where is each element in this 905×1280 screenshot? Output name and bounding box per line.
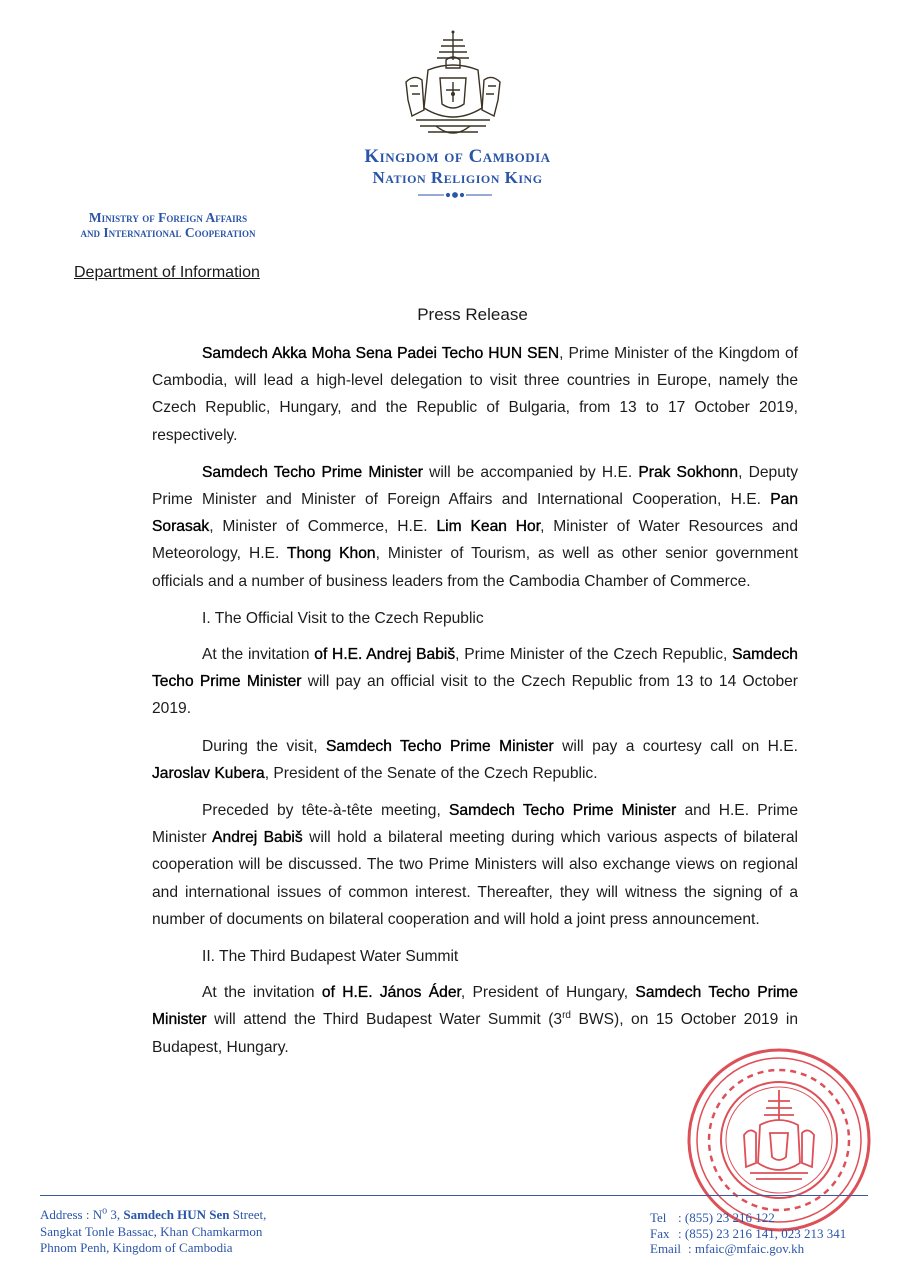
contact-email: [650, 1241, 846, 1257]
text-span: At the invitation: [202, 984, 322, 1002]
pm-title: Samdech Techo Prime Minister: [326, 737, 554, 755]
pm-full-name: Samdech Akka Moha Sena Padei Techo HUN SEN: [202, 345, 560, 362]
section-1-heading: I. The Official Visit to the Czech Republic: [202, 609, 484, 627]
footer-address: [40, 1207, 266, 1257]
leader-name: of H.E. Andrej Babiš: [314, 646, 456, 664]
ministry-line-2: and International Cooperation: [80, 225, 256, 240]
text-span: , Minister of Tourism, as well as other senior government officials and a number of business leaders from the Cambodia Chamber of Commerce.: [152, 545, 798, 590]
text-span: During the visit,: [202, 737, 326, 755]
footer-divider: [40, 1195, 868, 1196]
text-span: , Prime Minister of the Czech Republic,: [455, 646, 733, 664]
email-label: Email: [650, 1241, 682, 1256]
minister-name: Pan Sorasak: [152, 491, 798, 536]
footer-contact: [650, 1210, 846, 1257]
text-span: will be accompanied by H.E.: [422, 463, 639, 481]
kingdom-title: Kingdom of Cambodia: [364, 146, 551, 167]
paragraph-3: [152, 641, 798, 723]
address-line-1: [40, 1207, 266, 1224]
paragraph-4: [152, 733, 798, 787]
text-span: will attend the Third Budapest Water Summit (3: [206, 1011, 563, 1029]
tel-value: : (855) 23 216 122: [678, 1210, 775, 1225]
text-span: will pay an official visit to the Czech Republic from 13 to 14 October 2019.: [152, 673, 798, 718]
address-street-suffix: Street,: [229, 1207, 267, 1222]
paragraph-2: [152, 459, 798, 595]
text-span: Preceded by tête-à-tête meeting,: [202, 802, 450, 820]
ministry-line-1: Ministry of Foreign Affairs: [88, 210, 248, 225]
ministry-name: [38, 210, 298, 240]
pm-title: Samdech Techo Prime Minister: [152, 984, 798, 1029]
minister-name: Lim Kean Hor: [436, 518, 541, 536]
address-line-2: Sangkat Tonle Bassac, Khan Chamkarmon: [40, 1223, 263, 1239]
paragraph-1: [152, 340, 798, 449]
pm-title: Samdech Techo Prime Minister: [202, 463, 423, 481]
pm-title: Samdech Techo Prime Minister: [152, 646, 798, 691]
address-line-3: Phnom Penh, Kingdom of Cambodia: [40, 1240, 233, 1255]
document-title: Press Release: [417, 305, 528, 324]
minister-name: Prak Sokhonn: [638, 463, 739, 481]
text-span: At the invitation: [202, 646, 315, 664]
text-span: , Minister of Commerce, H.E.: [209, 518, 437, 536]
leader-name: Andrej Babiš: [212, 829, 303, 847]
section-2-heading: II. The Third Budapest Water Summit: [202, 948, 459, 966]
text-span: will pay a courtesy call on H.E.: [553, 737, 798, 755]
text-span: BWS), on 15 October 2019 in Budapest, Hungary.: [152, 1011, 798, 1056]
text-span: , President of Hungary,: [460, 984, 636, 1002]
text-span: and H.E. Prime Minister: [152, 802, 798, 847]
minister-name: Thong Khon: [286, 545, 376, 563]
contact-fax: [650, 1226, 846, 1242]
fax-value: : (855) 23 216 141, 023 213 341: [678, 1225, 847, 1241]
press-release-body: [152, 340, 798, 1071]
paragraph-5: [152, 797, 798, 933]
address-street-name: Samdech HUN Sen: [123, 1207, 230, 1222]
royal-coat-of-arms-icon: [398, 30, 508, 142]
pm-title: Samdech Techo Prime Minister: [449, 802, 677, 820]
text-span: , Minister of Water Resources and Meteorology, H.E.: [152, 518, 798, 563]
tel-label: Tel: [650, 1210, 667, 1225]
ordinal-suffix: rd: [562, 1010, 571, 1022]
official-seal-stamp-icon: [684, 1045, 874, 1235]
leader-name: Jaroslav Kubera: [152, 764, 265, 782]
address-number: 3,: [107, 1207, 124, 1222]
national-motto: Nation Religion King: [372, 168, 543, 187]
department-label: Department of Information: [74, 264, 260, 281]
text-span: , President of the Senate of the Czech Republic.: [264, 764, 598, 782]
number-sign-suffix: o: [102, 1205, 108, 1217]
decorative-divider-icon: [418, 190, 492, 200]
paragraph-1-text: , Prime Minister of the Kingdom of Cambodia, will lead a high-level delegation to visit three countries in Europe, namely the Czech Republic, Hungary, and the Republic of Bulgaria, from 13 to 17 October 2019, respectively.: [152, 345, 798, 444]
text-span: , Deputy Prime Minister and Minister of Foreign Affairs and International Cooperation, H.E.: [152, 463, 798, 509]
leader-name: of H.E. János Áder: [321, 984, 461, 1002]
address-prefix: Address : N: [40, 1207, 103, 1222]
contact-tel: [650, 1210, 846, 1226]
fax-label: Fax: [650, 1225, 670, 1241]
email-value: : mfaic@mfaic.gov.kh: [688, 1241, 805, 1256]
text-span: will hold a bilateral meeting during which various aspects of bilateral cooperation will be discussed. The two Prime Ministers will also exchange views on regional and international issues of common interest. Thereafter, they will witness the signing of a number of documents on bilateral cooperation and will hold a joint press announcement.: [152, 829, 799, 928]
